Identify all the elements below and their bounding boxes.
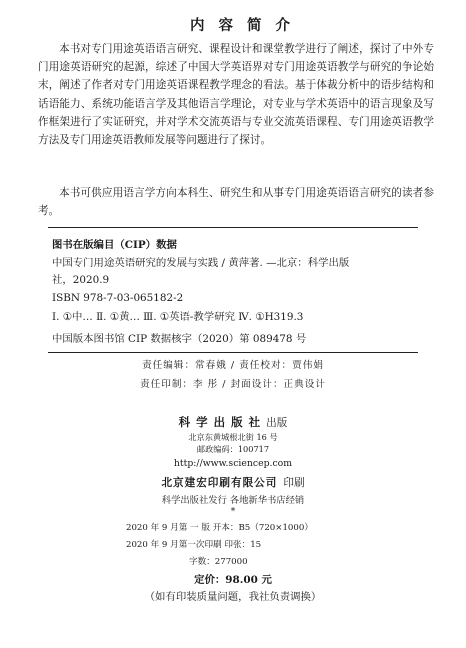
summary-paragraph-1: 本书对专门用途英语语言研究、课程设计和课堂教学进行了阐述，探讨了中外专门用途英语研究的起源，综述了中国大学英语界对专门用途英语教学与研究的争论始末，阐述了作者对专门用途英语课程教学理念的看法。基于体裁分析中的语步结构和话语能力、系统功能语言学及其他语言学理论，对专业与学术英语中的语言现象及写作框架进行了实证研究，并对学术交流英语与专业交流英语课程、专门用途英语教学方法及专门用途英语教师发展等问题进行了探讨。 xyxy=(38,43,434,147)
cip-top-rule xyxy=(48,227,418,228)
cip-entry-line-2: 社，2020.9 xyxy=(52,274,110,286)
divider-star: * xyxy=(230,507,236,517)
cip-record-number: 中国版本图书馆 CIP 数据核字（2020）第 089478 号 xyxy=(52,333,307,345)
publisher-line xyxy=(0,414,466,430)
credits-editors: 责任编辑：常春娥 / 责任校对：贾伟娟 xyxy=(142,360,324,371)
cip-bottom-rule xyxy=(48,352,418,353)
summary-paragraph-2: 本书可供应用语言学方向本科生、研究生和从事专门用途英语语言研究的读者参考。 xyxy=(38,187,434,218)
printer-line xyxy=(0,475,466,490)
imprint-edition: 2020 年 9 月第 一 版 开本：B5（720×1000） xyxy=(126,523,313,533)
printer-name: 北京建宏印刷有限公司 xyxy=(161,477,278,489)
cip-entry-line-1: 中国专门用途英语研究的发展与实践 / 黄萍著. —北京：科学出版 xyxy=(52,257,350,269)
imprint-printing: 2020 年 9 月第一次印刷 印张：15 xyxy=(126,540,262,550)
price: 定价：98.00 元 xyxy=(194,574,272,586)
cip-heading: 图书在版编目（CIP）数据 xyxy=(52,239,177,251)
summary-title: 内容简介 xyxy=(190,17,304,34)
publisher-name: 科学出版社 xyxy=(178,415,267,429)
publisher-action: 出版 xyxy=(266,417,288,429)
distribution-line: 科学出版社发行 各地新华书店经销 xyxy=(161,495,305,506)
credits-production: 责任印制：李 彤 / 封面设计：正典设计 xyxy=(140,379,326,390)
publisher-postcode: 邮政编码：100717 xyxy=(196,444,270,454)
cip-classification: Ⅰ. ①中… Ⅱ. ①黄… Ⅲ. ①英语-教学研究 Ⅳ. ①H319.3 xyxy=(52,311,304,323)
printer-action: 印刷 xyxy=(283,477,305,489)
publisher-address: 北京东黄城根北街 16 号 xyxy=(188,432,278,442)
quality-note: （如有印装质量问题，我社负责调换） xyxy=(144,591,322,603)
imprint-word-count: 字数：277000 xyxy=(189,557,248,567)
cip-isbn: ISBN 978-7-03-065182-2 xyxy=(52,292,184,304)
publisher-website: http://www.sciencep.com xyxy=(173,458,293,469)
